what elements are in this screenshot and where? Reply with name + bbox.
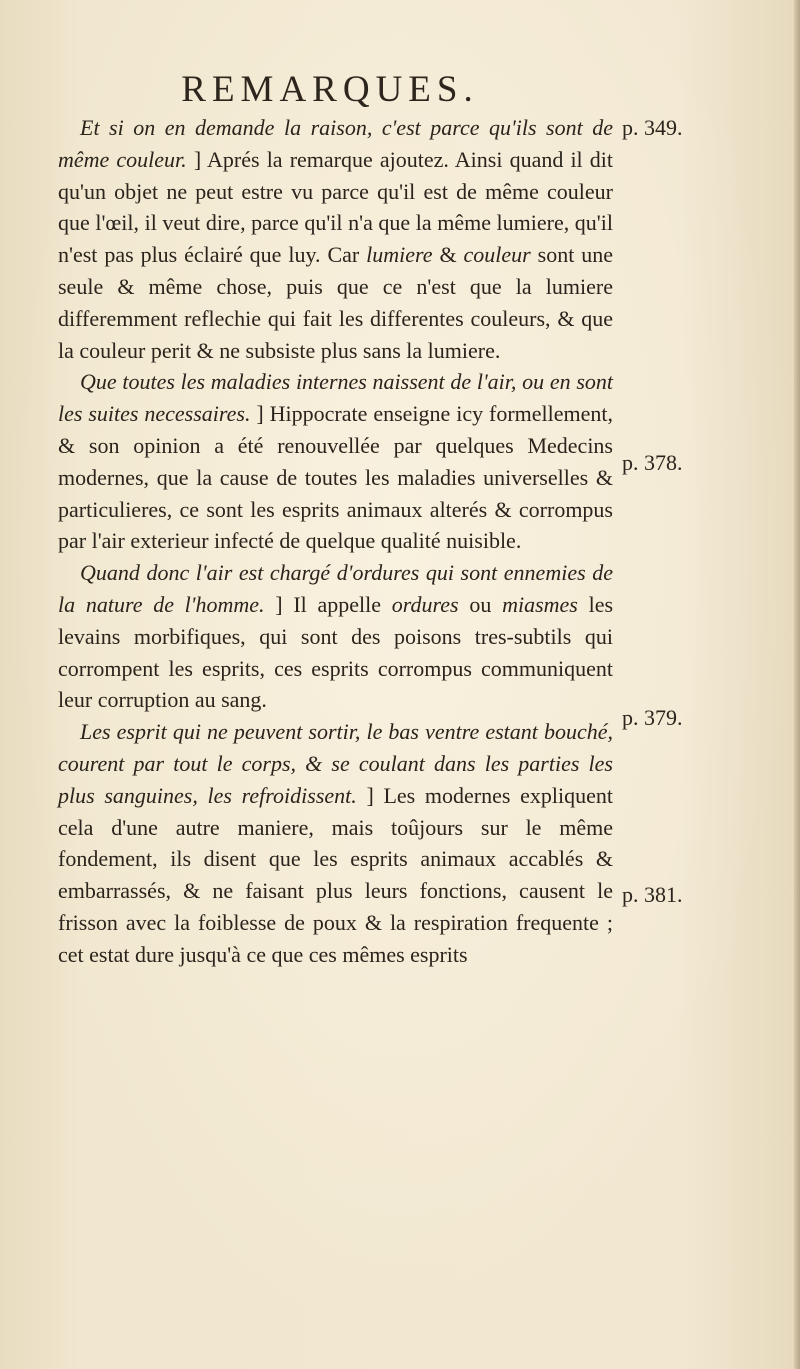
remark-349 <box>58 112 613 366</box>
bracket: ] <box>366 782 374 808</box>
remark-body: Hippocrate enseigne icy formellement, & son opinion a été renouvellée par quelques Medecins modernes, que la cause de toutes les maladies universelles & particulieres, ce sont les esprits animaux alterés & corrompus par l'air exterieur infecté de quelque qualité nuisible. <box>58 401 614 554</box>
running-head: REMARQUES. <box>181 69 479 110</box>
lemma: Quand donc l'air est chargé d'ordures qui sont ennemies de la nature de l'homme. <box>58 560 613 617</box>
remark-381 <box>58 716 613 970</box>
text-block <box>58 112 613 971</box>
bracket: ] <box>275 591 283 617</box>
bracket: ] <box>193 146 202 172</box>
emphasis: miasmes <box>502 591 578 617</box>
page-edge-shadow <box>794 0 800 1369</box>
margin-ref-349: p. 349. <box>622 115 683 140</box>
remark-379 <box>58 557 613 716</box>
remark-body-tail: sont une seule & même chose, puis que ce n'est que la lumiere differemment reflechie qui fait les differentes couleurs, & que la couleur perit & ne subsiste plus sans la lumiere. <box>58 242 613 363</box>
lemma: Que toutes les maladies internes naissent de l'air, ou en sont les suites necessaires. <box>58 369 613 427</box>
remark-body: Les modernes expliquent cela d'une autre maniere, mais toûjours sur le même fondement, ils disent que les esprits animaux accablés & embarrassés, & ne faisant plus leurs fonctions, causent le frisson avec la foiblesse de poux & la respiration frequente ; cet estat dure jusqu'à ce que ces mêmes esprits <box>58 782 613 967</box>
margin-ref-381: p. 381. <box>622 882 683 907</box>
remark-connector: & <box>439 242 457 268</box>
remark-378 <box>58 366 613 557</box>
remark-body: Il appelle <box>293 591 382 617</box>
bracket: ] <box>256 401 264 427</box>
remark-connector: ou <box>469 591 492 617</box>
emphasis: lumiere <box>366 242 433 268</box>
emphasis: couleur <box>463 242 531 268</box>
emphasis: ordures <box>391 591 459 617</box>
margin-ref-378: p. 378. <box>622 450 683 475</box>
lemma: Les esprit qui ne peuvent sortir, le bas ventre estant bouché, courent par tout le corps, & se coulant dans les parties les plus sanguines, les refroidissent. <box>58 719 613 808</box>
lemma: Et si on en demande la raison, c'est parce qu'ils sont de même couleur. <box>58 115 613 172</box>
margin-ref-379: p. 379. <box>622 705 683 730</box>
remark-body: Aprés la remarque ajoutez. Ainsi quand il dit qu'un objet ne peut estre vu parce qu'il est de même couleur que l'œil, il veut dire, parce qu'il n'a que la même lumiere, qu'il n'est pas plus éclairé que luy. Car <box>58 146 614 268</box>
remark-body-tail: les levains morbifiques, qui sont des poisons tres-subtils qui corrompent les esprits, ces esprits corrompus communiquent leur corruption au sang. <box>58 591 614 713</box>
